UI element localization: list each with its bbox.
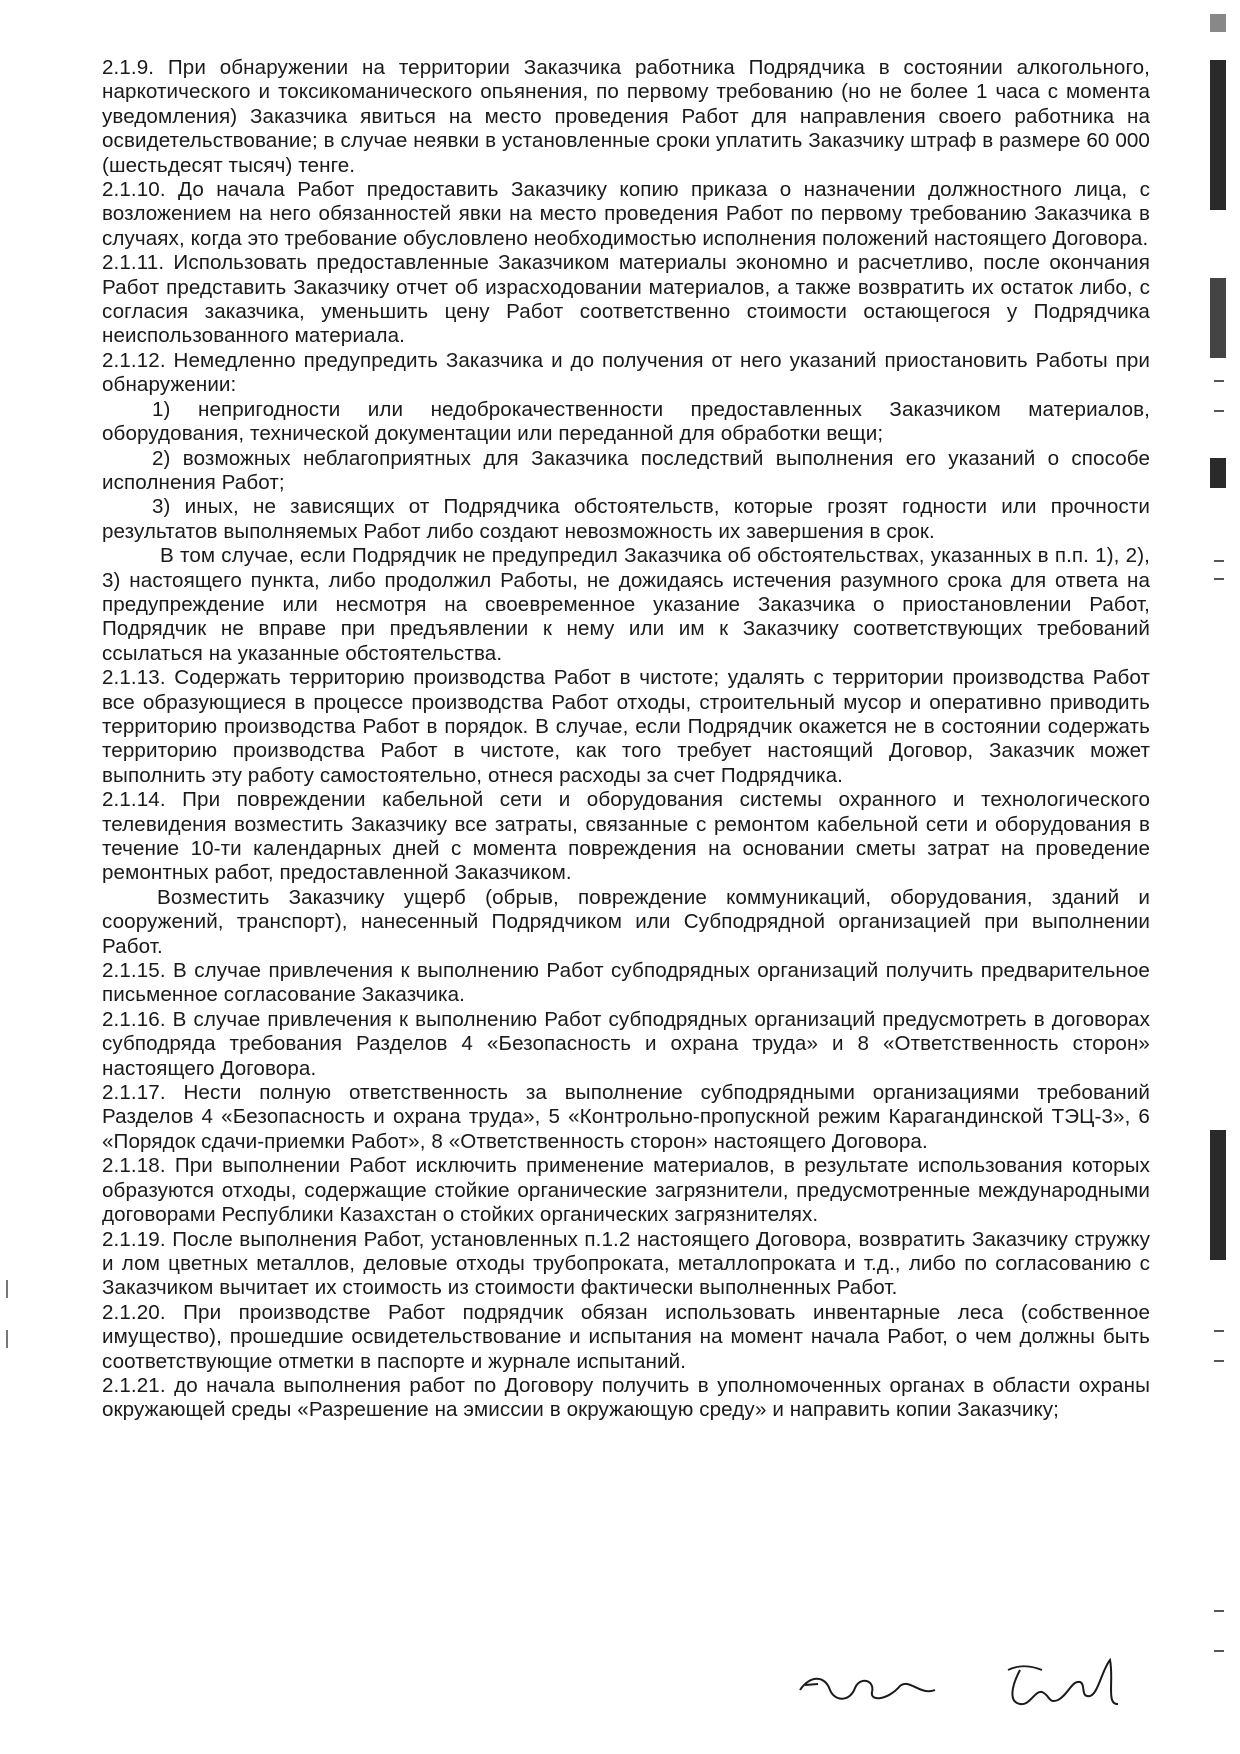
scan-mark <box>1210 278 1226 358</box>
clause-2-1-17: 2.1.17. Нести полную ответственность за выполнение субподрядными организациями требований Разделов 4 «Безопасность и охрана труда», 5 «Контрольно-пропускной режим Карагандинской ТЭЦ-3», 6 «Порядок сдачи-приемки Работ», 8 «Ответственность сторон» настоящего Договора. <box>102 1081 1150 1153</box>
clause-2-1-12-note: В том случае, если Подрядчик не предупредил Заказчика об обстоятельствах, указанных в п.п. 1), 2), 3) настоящего пункта, либо продолжил Работы, не дожидаясь истечения разумного срока для ответа на предупреждение или несмотря на своевременное указание Заказчика о приостановлении Работ, Подрядчик не вправе при предъявлении к нему или им к Заказчику соответствующих требований ссылаться на указанные обстоятельства. <box>102 544 1150 665</box>
clause-2-1-9: 2.1.9. При обнаружении на территории Заказчика работника Подрядчика в состоянии алкогольного, наркотического и токсикоманического опьянения, по первому требованию (но не более 1 часа с момента уведомления) Заказчика явиться на место проведения Работ для направления своего работника на освидетельствование; в случае неявки в установленные сроки уплатить Заказчику штраф в размере 60 000 (шестьдесят тысяч) тенге. <box>102 56 1150 177</box>
scan-mark <box>1214 1650 1224 1652</box>
clause-2-1-11: 2.1.11. Использовать предоставленные Заказчиком материалы экономно и расчетливо, после окончания Работ представить Заказчику отчет об израсходовании материалов, а также возвратить их остаток либо, с согласия заказчика, уменьшить цену Работ соответственно стоимости остающегося у Подрядчика неиспользованного материала. <box>102 251 1150 348</box>
scan-mark <box>1214 410 1224 412</box>
clause-2-1-16: 2.1.16. В случае привлечения к выполнению Работ субподрядных организаций предусмотреть в договорах субподряда требования Разделов 4 «Безопасность и охрана труда» и 8 «Ответственность сторон» настоящего Договора. <box>102 1007 1150 1080</box>
clause-2-1-14: 2.1.14. При повреждении кабельной сети и оборудования системы охранного и технологического телевидения возместить Заказчику все затраты, связанные с ремонтом кабельной сети и оборудования в течение 10-ти календарных дней с момента повреждения на основании сметы затрат на проведение ремонтных работ, предоставленной Заказчиком. <box>102 788 1150 885</box>
clause-2-1-21: 2.1.21. до начала выполнения работ по Договору получить в уполномоченных органах в области охраны окружающей среды «Разрешение на эмиссии в окружающую среду» и направить копии Заказчику; <box>102 1373 1150 1422</box>
clause-2-1-12-item-1: 1) непригодности или недоброкачественности предоставленных Заказчиком материалов, оборудования, технической документации или переданной для обработки вещи; <box>102 397 1150 446</box>
clause-2-1-10: 2.1.10. До начала Работ предоставить Заказчику копию приказа о назначении должностного лица, с возложением на него обязанностей явки на место проведения Работ по первому требованию Заказчика в случаях, когда это требование обусловлено необходимостью исполнения положений настоящего Договора. <box>102 178 1150 250</box>
scan-mark <box>1210 14 1226 32</box>
scan-mark <box>1214 380 1224 382</box>
clause-2-1-13: 2.1.13. Содержать территорию производства Работ в чистоте; удалять с территории производства Работ все образующиеся в процессе производства Работ отходы, строительный мусор и оперативно приводить территорию производства Работ в порядок. В случае, если Подрядчик окажется не в состоянии содержать территорию производства Работ в чистоте, как того требует настоящий Договор, Заказчик может выполнить эту работу самостоятельно, отнеся расходы за счет Подрядчика. <box>102 666 1150 787</box>
scan-mark <box>1214 578 1224 580</box>
signature-image <box>780 1640 1180 1720</box>
signatures <box>780 1640 1180 1720</box>
clause-2-1-19: 2.1.19. После выполнения Работ, установленных п.1.2 настоящего Договора, возвратить Заказчику стружку и лом цветных металлов, деловые отходы трубопроката, металлопроката и т.д., либо по согласованию с Заказчиком вычитает их стоимость из стоимости фактически выполненных Работ. <box>102 1227 1150 1300</box>
scan-mark <box>1214 1330 1224 1332</box>
clause-2-1-14-damage: Возместить Заказчику ущерб (обрыв, повреждение коммуникаций, оборудования, зданий и сооружений, транспорт), нанесенный Подрядчиком или Субподрядной организацией при выполнении Работ. <box>102 885 1150 958</box>
scan-mark <box>1210 458 1226 488</box>
document-body <box>102 56 1150 1423</box>
scan-mark <box>6 1330 8 1348</box>
clause-2-1-20: 2.1.20. При производстве Работ подрядчик обязан использовать инвентарные леса (собственное имущество), прошедшие освидетельствование и испытания на момент начала Работ, о чем должны быть соответствующие отметки в паспорте и журнале испытаний. <box>102 1300 1150 1373</box>
clause-2-1-12: 2.1.12. Немедленно предупредить Заказчика и до получения от него указаний приостановить Работы при обнаружении: <box>102 348 1150 397</box>
scan-mark <box>1210 1130 1226 1260</box>
clause-2-1-18: 2.1.18. При выполнении Работ исключить применение материалов, в результате использования которых образуются отходы, содержащие стойкие органические загрязнители, предусмотренные международными договорами Республики Казахстан о стойких органических загрязнителях. <box>102 1154 1150 1227</box>
scan-mark <box>1214 1360 1224 1362</box>
scan-mark <box>1214 560 1224 562</box>
clause-2-1-15: 2.1.15. В случае привлечения к выполнению Работ субподрядных организаций получить предварительное письменное согласование Заказчика. <box>102 959 1150 1007</box>
scan-mark <box>1210 60 1226 210</box>
clause-2-1-12-item-2: 2) возможных неблагоприятных для Заказчика последствий выполнения его указаний о способе исполнения Работ; <box>102 446 1150 494</box>
scan-mark <box>1214 1610 1224 1612</box>
scan-mark <box>6 1280 8 1298</box>
clause-2-1-12-item-3: 3) иных, не зависящих от Подрядчика обстоятельств, которые грозят годности или прочности результатов выполняемых Работ либо создают невозможность их завершения в срок. <box>102 495 1150 543</box>
